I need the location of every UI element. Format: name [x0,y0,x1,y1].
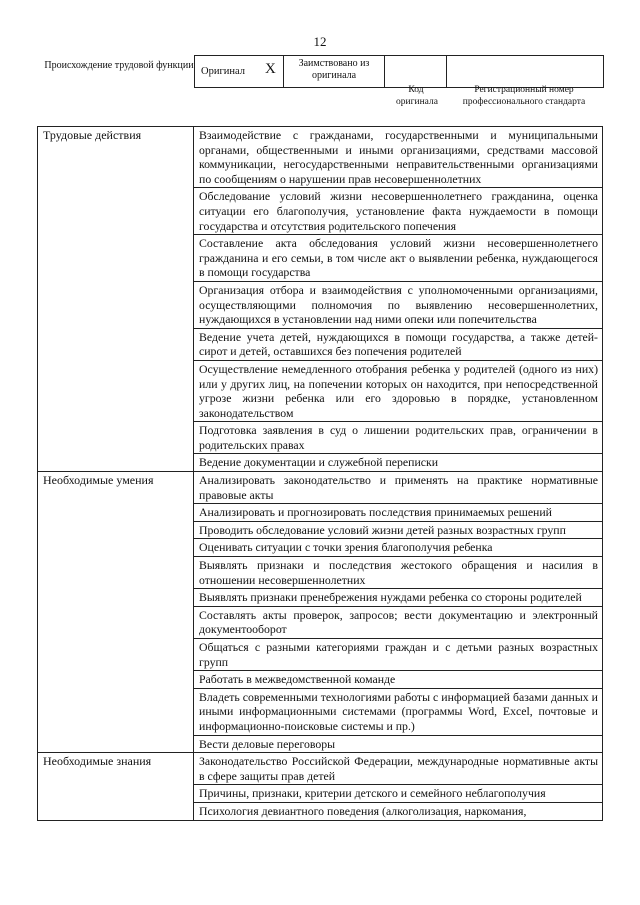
original-box [194,55,284,88]
section-title: Трудовые действия [38,127,194,472]
list-item: Ведение документации и служебной переписки [194,454,603,472]
list-item: Обследование условий жизни несовершеннолетнего гражданина, оценка ситуации его благополучия, установление факта нуждаемости в помощи государства и отсутствия родительского попечения [194,188,603,235]
table-row [38,753,603,785]
list-item: Причины, признаки, критерии детского и семейного неблагополучия [194,785,603,803]
reg-caption: Регистрационный номер профессионального стандарта [462,85,586,107]
original-mark: X [265,61,276,77]
section-title: Необходимые умения [38,472,194,753]
list-item: Владеть современными технологиями работы с информацией базами данных и иными информационными системами (программы Word, Excel, почтовые и информационно-поисковые системы и пр.) [194,688,603,735]
list-item: Вести деловые переговоры [194,735,603,753]
table-row [38,127,603,188]
list-item: Осуществление немедленного отобрания ребенка у родителей (одного из них) или у других лиц, на попечении которых он находится, при непосредственной угрозе жизни ребенка или его здоровью в порядке, установленном законодательством [194,360,603,421]
list-item: Анализировать и прогнозировать последствия принимаемых решений [194,504,603,522]
list-item: Анализировать законодательство и применять на практике нормативные правовые акты [194,472,603,504]
list-item: Организация отбора и взаимодействия с уполномоченными организациями, осуществляющими полномочия по выявлению несовершеннолетних, нуждающихся в установлении над ними опеки или попечительства [194,281,603,328]
list-item: Общаться с разными категориями граждан и с детьми разных возрастных групп [194,639,603,671]
list-item: Подготовка заявления в суд о лишении родительских прав, ограничении в родительских правах [194,422,603,454]
list-item: Проводить обследование условий жизни детей разных возрастных групп [194,521,603,539]
list-item: Работать в межведомственной команде [194,671,603,689]
list-item: Составлять акты проверок, запросов; вести документацию и электронный документооборот [194,606,603,638]
list-item: Выявлять признаки пренебрежения нуждами ребенка со стороны родителей [194,589,603,607]
borrowed-box [283,55,385,88]
table-row [38,472,603,504]
list-item: Законодательство Российской Федерации, международные нормативные акты в сфере защиты прав детей [194,753,603,785]
section-title: Необходимые знания [38,753,194,820]
list-item: Составление акта обследования условий жизни несовершеннолетнего гражданина и его семьи, в том числе акт о выявлении ребенка, нуждающегося в помощи государства [194,235,603,282]
list-item: Ведение учета детей, нуждающихся в помощи государства, а также детей-сирот и детей, оставшихся без попечения родителей [194,328,603,360]
code-caption: Код оригинала [396,85,438,107]
list-item: Взаимодействие с гражданами, государственными и муниципальными органами, общественными и иными организациями, средствами массовой коммуникации, негосударственными неправительственными организациями по сообщениям о нарушении прав несовершеннолетних [194,127,603,188]
list-item: Оценивать ситуации с точки зрения благополучия ребенка [194,539,603,557]
labor-function-table [37,126,603,821]
list-item: Психология девиантного поведения (алкоголизация, наркомания, [194,802,603,820]
list-item: Выявлять признаки и последствия жестокого обращения и насилия в отношении несовершеннолетних [194,557,603,589]
original-label: Оригинал [201,66,245,77]
page-number: 12 [313,34,327,49]
origin-label: Происхождение трудовой функции [44,60,194,71]
borrowed-label: Заимствовано из оригинала [298,58,370,81]
